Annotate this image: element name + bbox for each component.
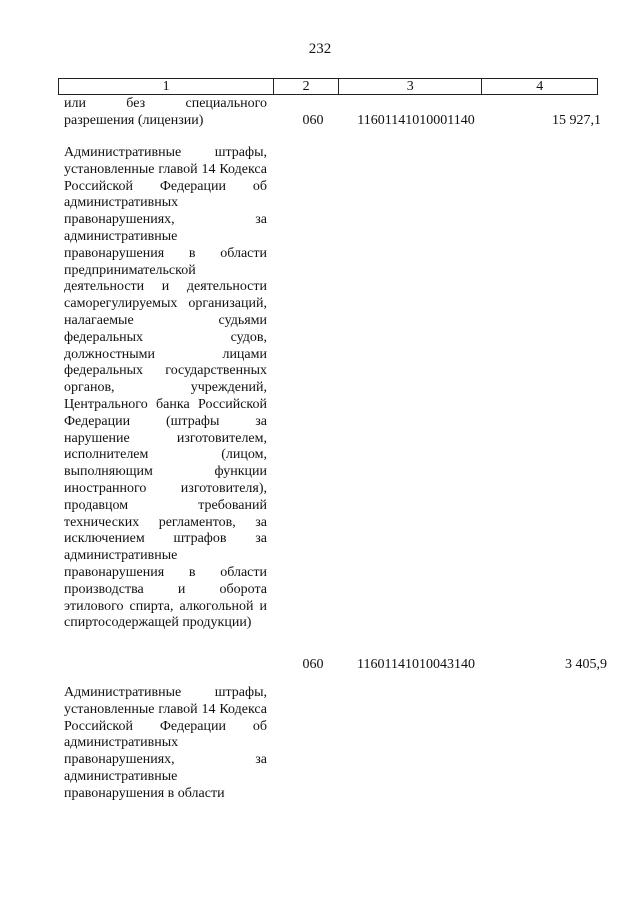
table-row [64,96,604,132]
row-amount: 15 927,1 [552,113,601,128]
row-code: 060 [302,113,324,128]
row-description: Административные штрафы, установленные главой 14 Кодекса Российской Федерации об административных правонарушениях, за административные правонарушения в области [64,685,267,801]
page-number: 232 [308,41,332,57]
row-amount: 3 405,9 [565,657,607,672]
column-header-1: 1 [59,79,274,94]
table-header [58,78,598,95]
row-description: или без специального разрешения (лицензии) [64,96,267,128]
column-header-3: 3 [339,79,482,94]
row-kbk: 11601141010001140 [357,113,475,128]
column-header-2: 2 [274,79,339,94]
row-description: Административные штрафы, установленные главой 14 Кодекса Российской Федерации об административных правонарушениях, за административные правонарушения в области предпринимательской деятельности и деятельности саморегулируемых организаций, налагаемые судьями федеральных судов, должностными лицами федеральных государственных органов, учреждений, Центрального банка Российской Федерации (штрафы за нарушение изготовителем, исполнителем (лицом, выполняющим функции иностранного изготовителя), продавцом требований технических регламентов, за исключением штрафов за административные правонарушения в области производства и оборота этилового спирта, алкогольной и спиртосодержащей продукции) [64,145,267,631]
row-kbk: 11601141010043140 [357,657,475,672]
column-header-4: 4 [536,79,544,94]
table-row [64,145,607,675]
row-code: 060 [302,657,324,672]
table-row [64,685,604,825]
